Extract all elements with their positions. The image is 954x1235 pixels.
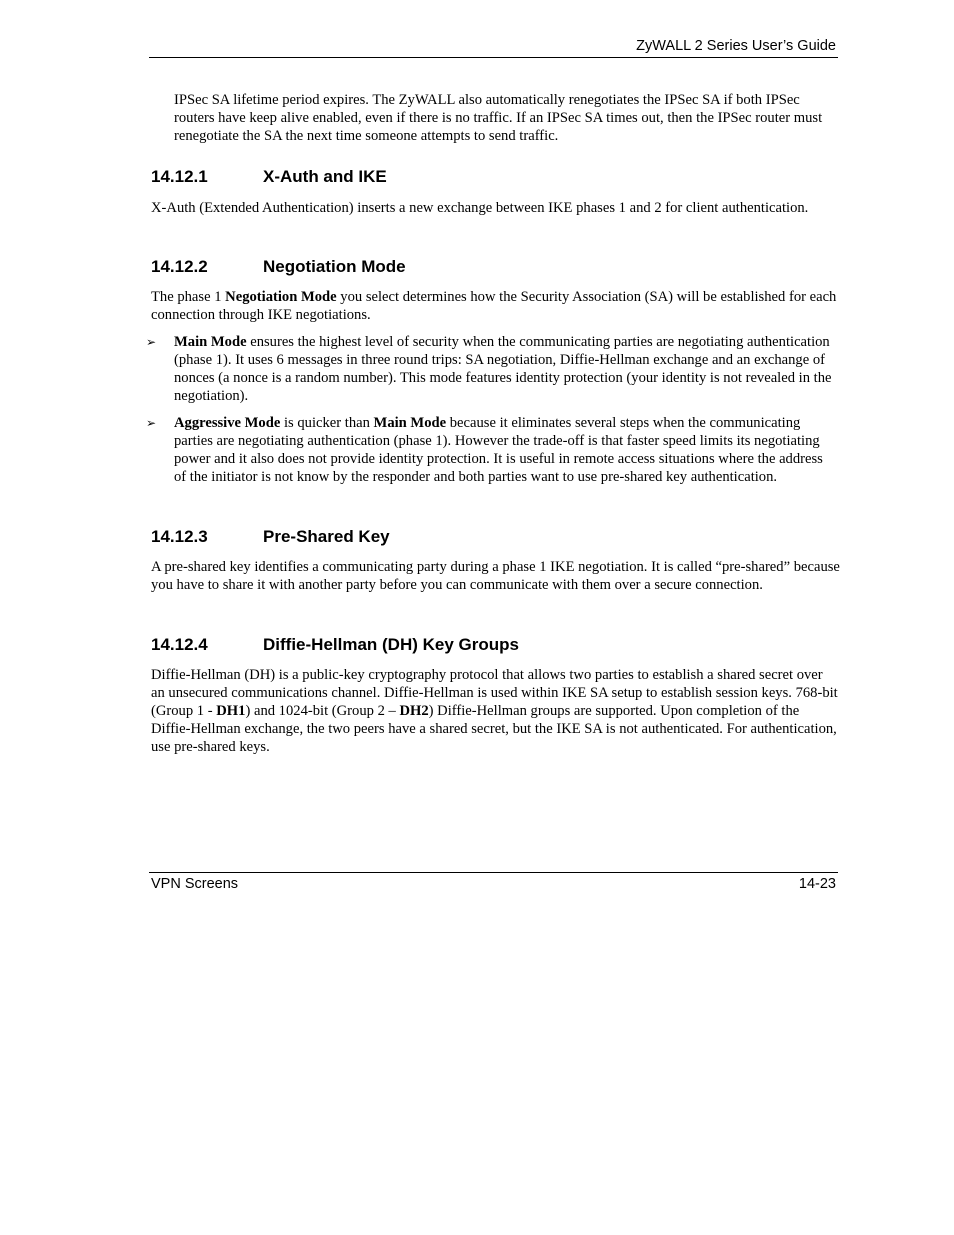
section-heading [151, 635, 519, 655]
section-number: 14.12.2 [151, 257, 208, 276]
intro-paragraph: IPSec SA lifetime period expires. The ZyWALL also automatically renegotiates the IPSec SA if both IPSec routers have keep alive enabled, even if there is no traffic. If an IPSec SA times out, then the IPSec router must renegotiate the SA the next time someone attempts to send traffic. [174, 92, 823, 144]
section-number: 14.12.3 [151, 527, 208, 546]
arrowhead-bullet-icon: ➢ [146, 416, 157, 430]
text-run: Diffie-Hellman (DH) is a public-key cryptography protocol that allows two parties to establish a shared secret over an unsecured communications channel. Diffie-Hellman is used within IKE SA setup to establish session keys. 768-bit (Group 1 - [151, 667, 838, 719]
bold-term: Aggressive Mode [174, 415, 281, 431]
section-heading [151, 167, 387, 187]
section-body: X-Auth (Extended Authentication) inserts a new exchange between IKE phases 1 and 2 for client authentication. [151, 200, 809, 216]
text-run: ) and 1024-bit (Group 2 – [245, 703, 400, 719]
footer-page-number: 14-23 [798, 876, 836, 892]
section-title: Diffie-Hellman (DH) Key Groups [263, 635, 519, 654]
section-title: X-Auth and IKE [263, 167, 387, 186]
footer-section: VPN Screens [151, 876, 239, 892]
bold-term: DH1 [216, 703, 246, 719]
text-run: is quicker than [280, 415, 374, 431]
section-title: Negotiation Mode [263, 257, 406, 276]
text-run: you select determines how the Security Association (SA) will be established for each connection through IKE negotiations. [151, 289, 837, 323]
section-body [151, 288, 838, 324]
section-body: A pre-shared key identifies a communicating party during a phase 1 IKE negotiation. It is called “pre-shared” because you have to share it with another party before you can communicate with them over a secure connection. [151, 559, 840, 593]
header-rule [149, 57, 838, 58]
text-run: ) Diffie-Hellman groups are supported. Upon completion of the Diffie-Hellman exchange, the two peers have a shared secret, but the IKE SA is not authenticated. For authentication, use pre-shared keys. [151, 703, 837, 755]
bold-term: Negotiation Mode [225, 289, 337, 305]
section-number: 14.12.1 [151, 167, 208, 186]
arrowhead-bullet-icon: ➢ [146, 335, 157, 349]
section-title: Pre-Shared Key [263, 527, 390, 546]
section-body [151, 666, 838, 756]
bullet-item [174, 414, 838, 486]
header-title: ZyWALL 2 Series User’s Guide [636, 38, 836, 54]
text-run: ensures the highest level of security when the communicating parties are negotiating authentication (phase 1). It uses 6 messages in three round trips: SA negotiation, Diffie-Hellman exchange and an exchange of nonces (a nonce is a random number). This mode features identity protection (your identity is not revealed in the negotiation). [174, 334, 832, 404]
bold-term: DH2 [399, 703, 429, 719]
text-run: The phase 1 [151, 289, 226, 305]
section-heading [151, 257, 406, 277]
section-number: 14.12.4 [151, 635, 208, 654]
section-heading [151, 527, 390, 547]
text-run: because it eliminates several steps when the communicating parties are negotiating authentication (phase 1). However the trade-off is that faster speed limits its negotiating power and it also does not provide identity protection. It is useful in remote access situations where the address of the initiator is not know by the responder and both parties want to use pre-shared key authentication. [174, 415, 823, 485]
bold-term: Main Mode [373, 415, 447, 431]
bullet-item [174, 333, 838, 405]
bold-term: Main Mode [174, 334, 247, 350]
footer-rule [149, 872, 838, 873]
